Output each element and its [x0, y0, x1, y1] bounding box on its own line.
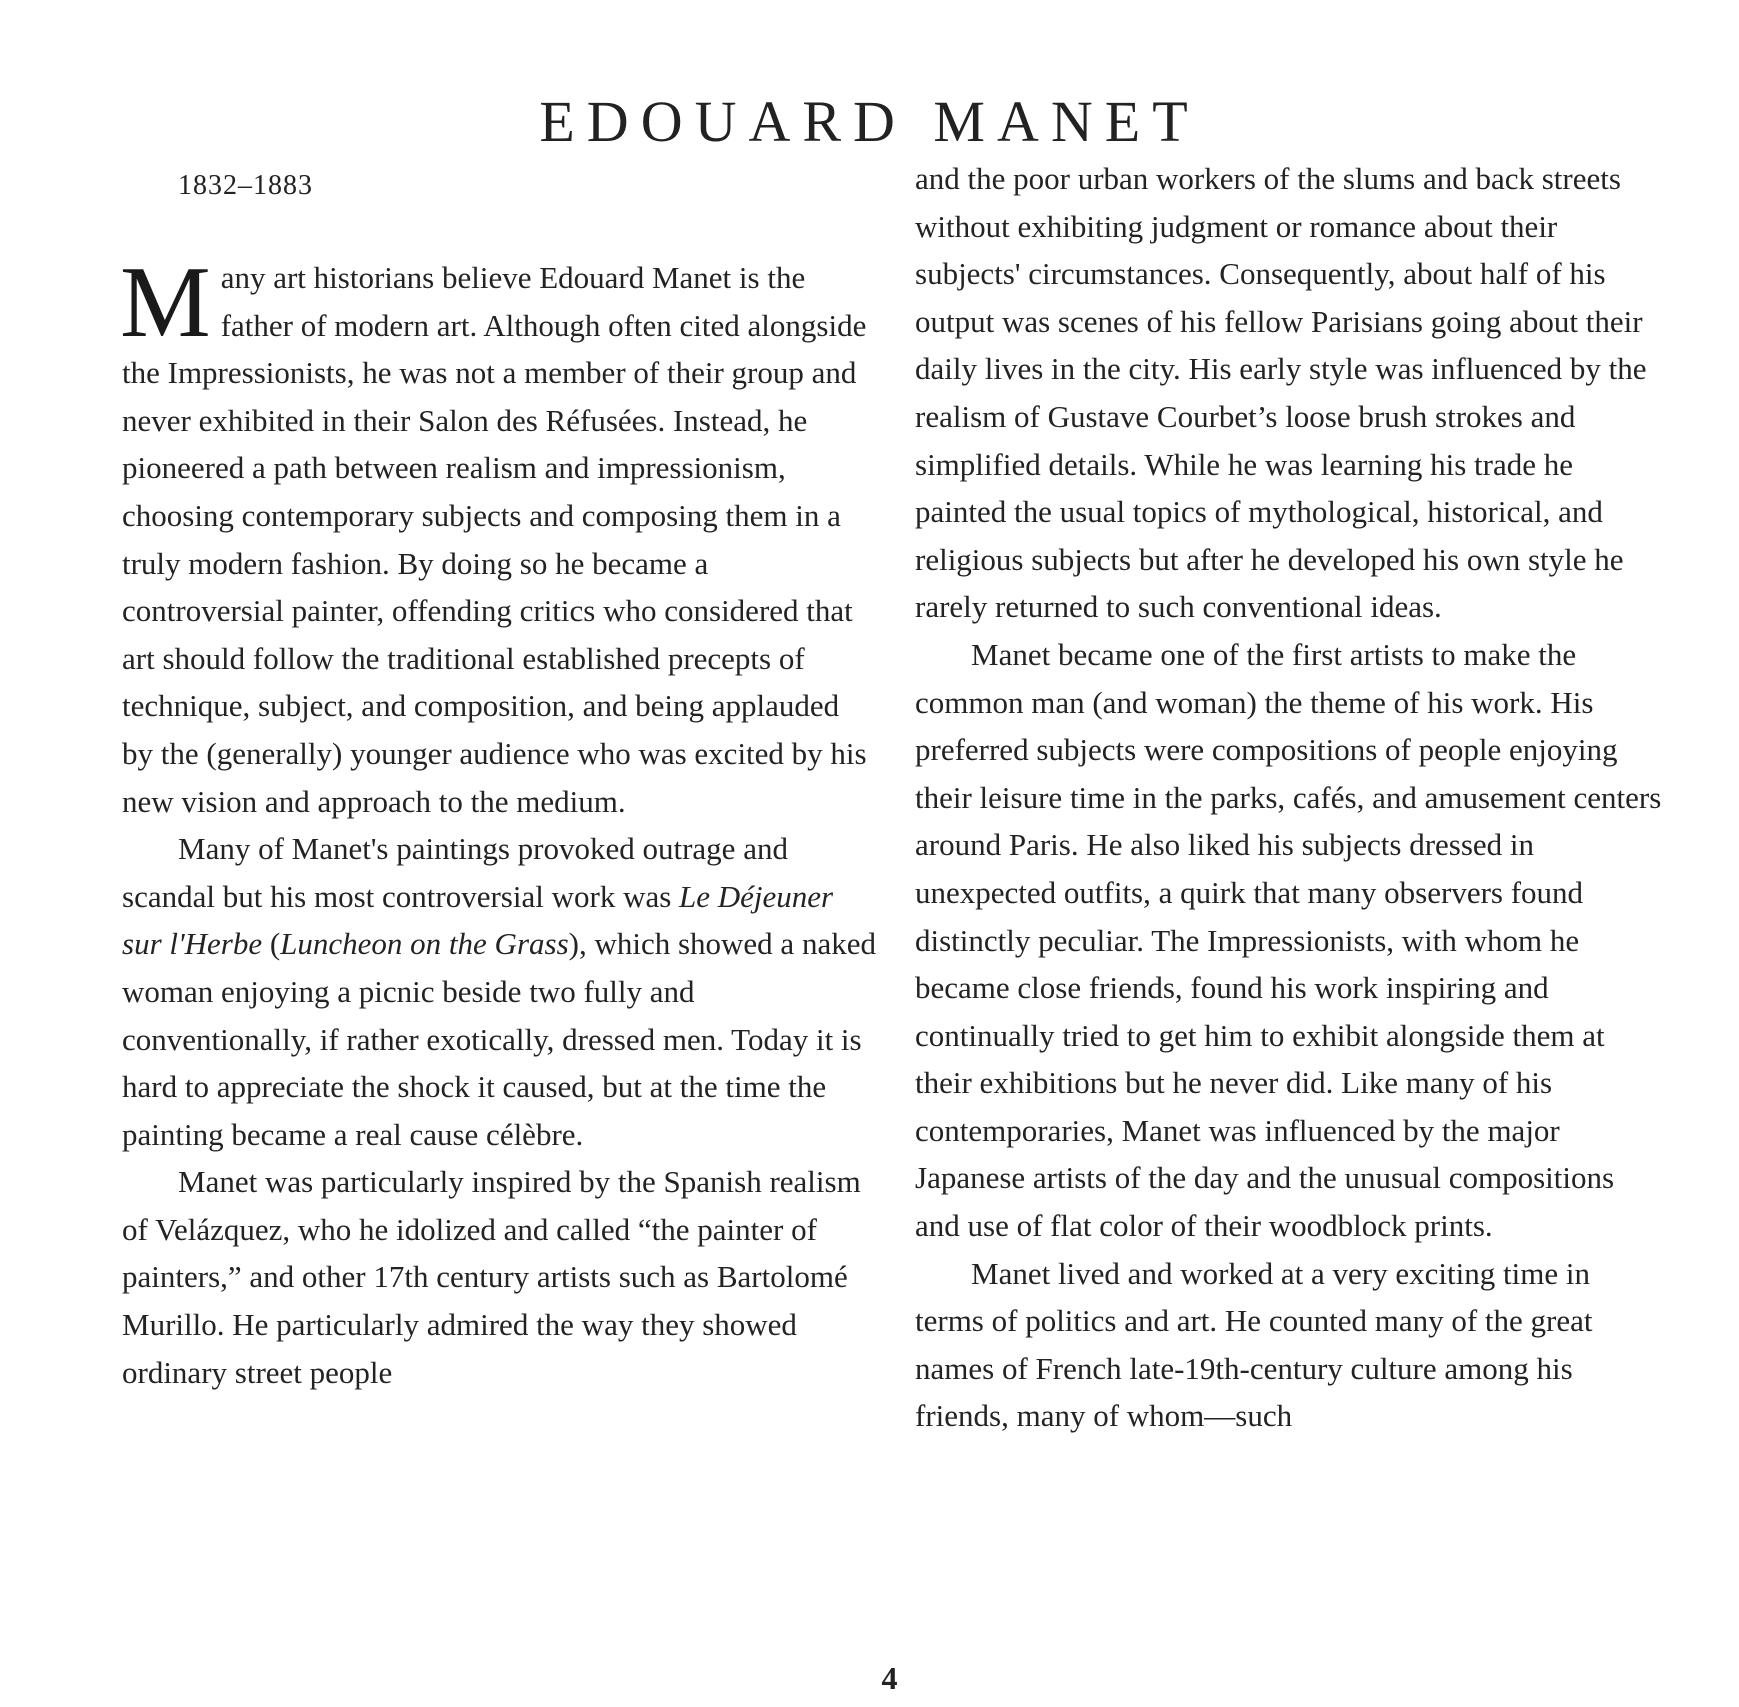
paragraph-controversy-text-2: (: [262, 926, 281, 962]
paragraph-influences: Manet was particularly inspired by the Spanish realism of Velázquez, who he idolized and called “the painter of painters,” and other 17th century artists such as Bartolomé Murillo. He particularly admired the way they showed ordinary street people: [122, 1164, 861, 1390]
artist-life-dates: 1832–1883: [178, 170, 313, 201]
paragraph-friends: Manet lived and worked at a very exciting time in terms of politics and art. He counted many of the great names of French late-19th-century culture among his friends, many of whom—such: [915, 1255, 1593, 1434]
paragraph-intro-text: any art historians believe Edouard Manet is the father of modern art. Although often cited alongside the Impressionists, he was not a member of their group and never exhibited in their Salon des Réfusées. Instead, he pioneered a path between realism and impressionism, choosing contemporary subjects and composing them in a truly modern fashion. By doing so he became a controversial painter, offending critics who considered that art should follow the traditional established precepts of technique, subject, and composition, and being applauded by the (generally) younger audience who was excited by his new vision and approach to the medium.: [122, 260, 867, 819]
paragraph-subjects: Manet became one of the first artists to make the common man (and woman) the theme of his work. His preferred subjects were compositions of people enjoying their leisure time in the parks, cafés, and amusement centers around Paris. He also liked his subjects dressed in unexpected outfits, a quirk that many observers found distinctly peculiar. The Impressionists, with whom he became close friends, found his work inspiring and continually tried to get him to exhibit alongside them at their exhibitions but he never did. Like many of his contemporaries, Manet was influenced by the major Japanese artists of the day and the unusual compositions and use of flat color of their woodblock prints.: [915, 636, 1662, 1244]
artwork-title-french: Le Déjeuner sur l'Herbe: [122, 878, 834, 962]
paragraph-intro: [120, 246, 877, 825]
paragraph-influences-continued: and the poor urban workers of the slums and back streets without exhibiting judgment or romance about their subjects' circumstances. Consequently, about half of his output was scenes of his fellow Parisians going about their daily lives in the city. His early style was influenced by the realism of Gustave Courbet’s loose brush strokes and simplified details. While he was learning his trade he painted the usual topics of mythological, historical, and religious subjects but after he developed his own style he rarely returned to such conventional ideas.: [915, 161, 1647, 625]
right-column: [915, 155, 1665, 1440]
artwork-title-english: Luncheon on the Grass: [280, 926, 569, 962]
paragraph-controversy: [122, 825, 877, 1158]
page-title: EDOUARD MANET: [539, 88, 1200, 154]
drop-cap: M: [120, 246, 211, 359]
paragraph-controversy-text-1: Many of Manet's paintings provoked outrage and scandal but his most controversial work was: [122, 831, 788, 914]
page-number: 4: [881, 1660, 898, 1696]
left-column: [120, 246, 877, 1396]
paragraph-controversy-text-3: ), which showed a naked woman enjoying a picnic beside two fully and conventionally, if rather exotically, dressed men. Today it is hard to appreciate the shock it caused, but at the time the painting became a real cause célèbre.: [122, 926, 876, 1152]
